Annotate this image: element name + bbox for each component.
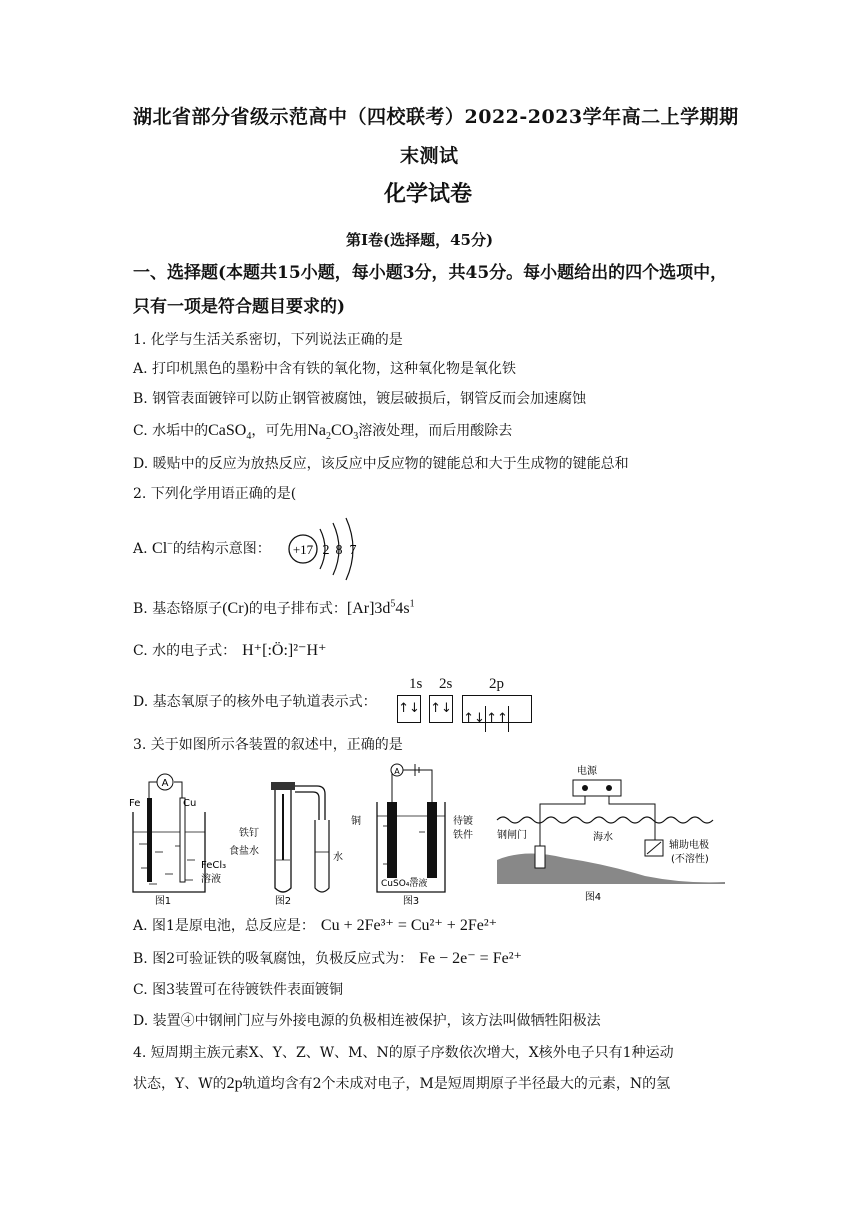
section-heading-line2: 只有一项是符合题目要求的) bbox=[133, 297, 346, 317]
q1-c-mid: ，可先用 bbox=[251, 423, 308, 439]
svg-text:Cu: Cu bbox=[183, 798, 197, 809]
figure-1-galvanic-cell bbox=[129, 774, 226, 905]
svg-text:图3: 图3 bbox=[402, 896, 420, 905]
svg-text:铁件: 铁件 bbox=[453, 830, 473, 841]
q1-option-a: A. 打印机黑色的墨粉中含有铁的氧化物，这种氧化物是氧化铁 bbox=[133, 361, 517, 377]
q1-stem: 1. 化学与生活关系密切，下列说法正确的是 bbox=[133, 332, 403, 348]
q1-option-c bbox=[133, 422, 513, 443]
orbital-label-2p: 2p bbox=[489, 676, 504, 692]
q2-option-b: B. 基态铬原子(Cr)的电子排布式：$[Ar]3d^54s^1$ bbox=[133, 598, 415, 617]
orbital-box-2s: ↑↓ bbox=[429, 695, 453, 723]
q4-2p: 2p bbox=[226, 1075, 243, 1092]
svg-text:铁钉: 铁钉 bbox=[239, 828, 259, 839]
shell-2-count: 8 bbox=[335, 543, 343, 558]
formula-caso4: CaSO$_4$ bbox=[208, 422, 252, 443]
q3-stem: 3. 关于如图所示各装置的叙述中，正确的是 bbox=[133, 737, 403, 753]
svg-text:溶液: 溶液 bbox=[201, 874, 221, 885]
q1-c-prefix: C. 水垢中的 bbox=[133, 423, 209, 439]
q2-option-d: D. 基态氧原子的核外电子轨道表示式： bbox=[133, 694, 377, 710]
q4-line1: 4. 短周期主族元素X、Y、Z、W、M、N的原子序数依次增大，X核外电子只有1种运动 bbox=[133, 1045, 674, 1061]
cr-electron-config: $[Ar]3d^54s^1$ bbox=[346, 598, 415, 617]
svg-text:Fe: Fe bbox=[129, 798, 141, 809]
svg-text:A: A bbox=[161, 778, 169, 789]
q2-stem: 2. 下列化学用语正确的是( bbox=[133, 486, 297, 502]
q2-option-a: A. Cl−的结构示意图： bbox=[133, 538, 271, 557]
figure-3-electroplating bbox=[351, 764, 473, 905]
orbital-box-2p: ↑↓↑↑ bbox=[462, 695, 532, 723]
q2-option-c: C. 水的电子式： H⁺[:Ö:]²⁻H⁺ bbox=[133, 642, 327, 659]
svg-text:FeCl₃: FeCl₃ bbox=[201, 860, 227, 871]
svg-text:电源: 电源 bbox=[577, 766, 597, 777]
orbital-box-1s: ↑↓ bbox=[397, 695, 421, 723]
nucleus-charge: +17 bbox=[292, 542, 314, 557]
exam-title-line2: 末测试 bbox=[400, 145, 459, 167]
q3-option-b: B. 图2可验证铁的吸氧腐蚀，负极反应式为： Fe − 2e⁻ = Fe²⁺ bbox=[133, 950, 522, 967]
formula-na2co3: $Na_2CO_3$ bbox=[307, 422, 359, 443]
q2-a-text: 的结构示意图： bbox=[172, 541, 271, 557]
q1-c-suffix: 溶液处理，而后用酸除去 bbox=[358, 423, 513, 439]
figure-4-impressed-current bbox=[497, 764, 725, 903]
svg-text:钢闸门: 钢闸门 bbox=[497, 830, 527, 841]
svg-text:水: 水 bbox=[333, 852, 343, 863]
shell-1-count: 2 bbox=[322, 543, 330, 558]
svg-text:图4: 图4 bbox=[584, 892, 602, 903]
water-electron-formula: H⁺[:Ö:]²⁻H⁺ bbox=[242, 642, 327, 659]
q4-line2: 状态，Y、W的2p轨道均含有2个未成对电子，M是短周期原子半径最大的元素，N的氢 bbox=[133, 1075, 671, 1092]
chloride-ion: Cl− bbox=[152, 538, 173, 557]
svg-text:CuSO₄溶液: CuSO₄溶液 bbox=[381, 879, 428, 889]
chromium-symbol: (Cr) bbox=[222, 600, 249, 617]
svg-text:(不溶性): (不溶性) bbox=[671, 854, 709, 865]
exam-title-line1: 湖北省部分省级示范高中（四校联考）2022-2023学年高二上学期期 bbox=[133, 106, 739, 128]
q3-b-equation: Fe − 2e⁻ = Fe²⁺ bbox=[419, 950, 522, 967]
orbital-label-1s: 1s bbox=[409, 676, 423, 692]
svg-text:A: A bbox=[394, 767, 400, 776]
svg-text:图1: 图1 bbox=[154, 896, 172, 905]
q3-option-c: C. 图3装置可在待镀铁件表面镀铜 bbox=[133, 982, 344, 998]
q1-option-d: D. 暖贴中的反应为放热反应，该反应中反应物的键能总和大于生成物的键能总和 bbox=[133, 456, 629, 472]
svg-text:待镀: 待镀 bbox=[453, 816, 473, 827]
q3-option-a: A. 图1是原电池，总反应是： Cu + 2Fe³⁺ = Cu²⁺ + 2Fe²⁺ bbox=[133, 917, 498, 934]
q3-apparatus-figure bbox=[125, 760, 745, 905]
shell-3-count: 7 bbox=[349, 543, 357, 558]
svg-text:辅助电极: 辅助电极 bbox=[669, 840, 709, 851]
orbital-label-2s: 2s bbox=[439, 676, 453, 692]
svg-text:食盐水: 食盐水 bbox=[229, 846, 259, 857]
q3-option-d: D. 装置④中钢闸门应与外接电源的负极相连被保护，该方法叫做牺牲阳极法 bbox=[133, 1013, 601, 1029]
subject-title: 化学试卷 bbox=[384, 181, 473, 207]
chloride-structure-diagram bbox=[283, 515, 363, 583]
q3-a-equation: Cu + 2Fe³⁺ = Cu²⁺ + 2Fe²⁺ bbox=[320, 917, 498, 934]
svg-text:图2: 图2 bbox=[274, 896, 292, 905]
section-heading-line1: 一、选择题(本题共15小题，每小题3分，共45分。每小题给出的四个选项中， bbox=[133, 263, 728, 283]
svg-text:海水: 海水 bbox=[593, 832, 613, 843]
svg-text:铜: 铜 bbox=[351, 816, 361, 827]
q1-option-b: B. 钢管表面镀锌可以防止钢管被腐蚀，镀层破损后，钢管反而会加速腐蚀 bbox=[133, 391, 587, 407]
figure-2-oxygen-corrosion bbox=[229, 782, 343, 905]
volume-title: 第Ⅰ卷(选择题，45分) bbox=[346, 231, 494, 249]
